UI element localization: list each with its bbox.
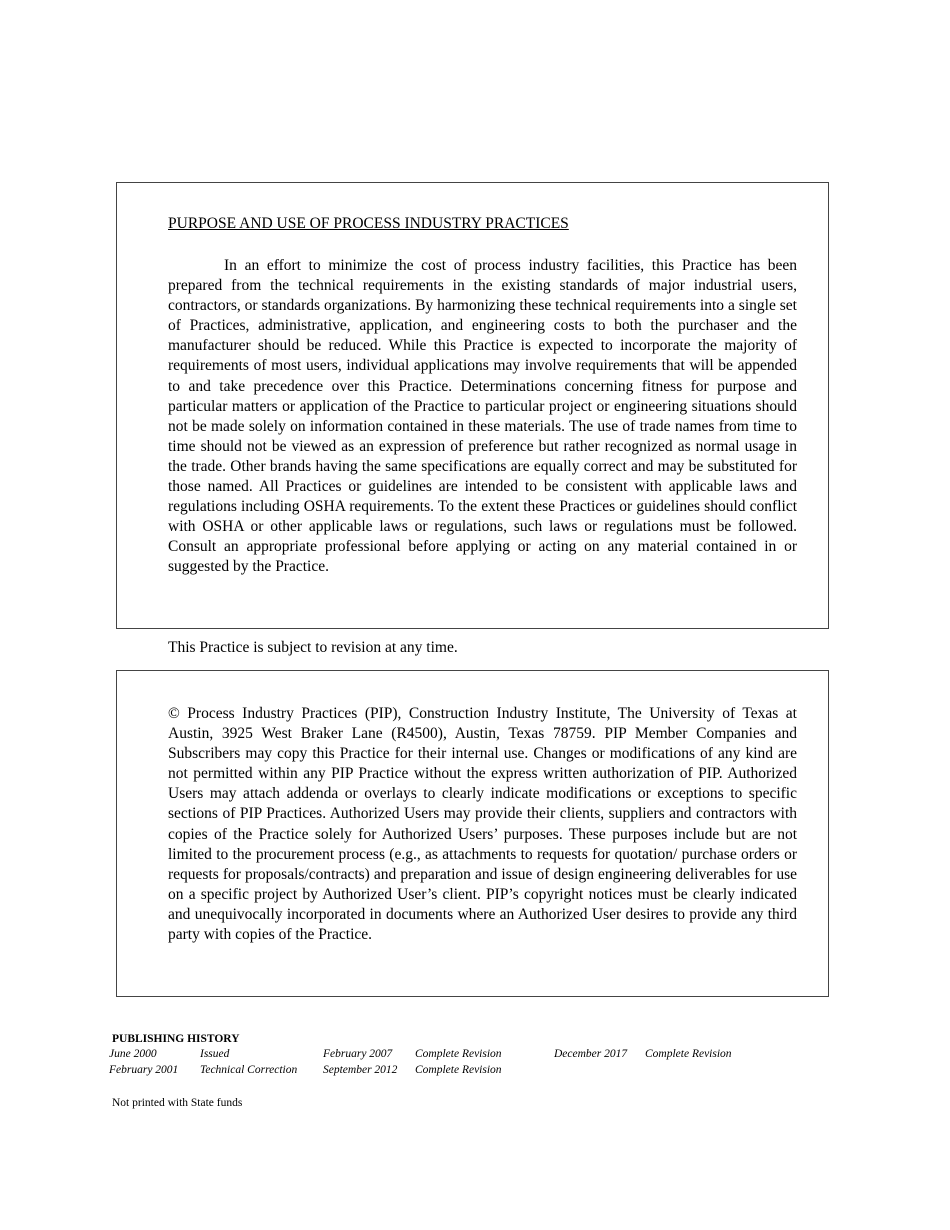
history-date: June 2000 — [109, 1048, 157, 1060]
copyright-box — [116, 670, 829, 997]
copyright-paragraph: © Process Industry Practices (PIP), Construction Industry Institute, The University of Texas at Austin, 3925 West Braker Lane (R4500), Austin, Texas 78759. PIP Member Companies and Subscribers may copy this Practice for their internal use. Changes or modifications of any kind are not permitted within any PIP Practice without the express written authorization of PIP. Authorized Users may attach addenda or overlays to clearly indicate modifications or exceptions to specific sections of PIP Practices. Authorized Users may provide their clients, suppliers and contractors with copies of the Practice solely for Authorized Users’ purposes. These purposes include but are not limited to the procurement process (e.g., as attachments to requests for quotation/ purchase orders or requests for proposals/contracts) and preparation and issue of design engineering deliverables for use on a specific project by Authorized User’s client. PIP’s copyright notices must be clearly indicated and unequivocally incorporated in documents where an Authorized User desires to provide any third party with copies of the Practice. — [168, 705, 797, 944]
history-date: December 2017 — [554, 1048, 628, 1060]
history-action: Complete Revision — [645, 1048, 732, 1060]
revision-note: This Practice is subject to revision at any time. — [168, 639, 458, 656]
history-action: Complete Revision — [415, 1048, 502, 1060]
history-action: Complete Revision — [415, 1064, 502, 1076]
purpose-paragraph: In an effort to minimize the cost of process industry facilities, this Practice has been prepared from the technical requirements in the existing standards of major industrial users, contractors, or standards organizations. By harmonizing these technical requirements into a single set of Practices, administrative, application, and engineering costs to both the purchaser and the manufacturer should be reduced. While this Practice is expected to incorporate the majority of requirements of most users, individual applications may involve requirements that will be appended to and take precedence over this Practice. Determinations concerning fitness for purpose and particular matters or application of the Practice to particular project or engineering situations should not be made solely on information contained in these materials. The use of trade names from time to time should not be viewed as an expression of preference but rather recognized as normal usage in the trade. Other brands having the same specifications are equally correct and may be substituted for those named. All Practices or guidelines are intended to be consistent with applicable laws and regulations including OSHA requirements. To the extent these Practices or guidelines should conflict with OSHA or other applicable laws or regulations, such laws or regulations must be followed. Consult an appropriate professional before applying or acting on any material contained in or suggested by the Practice. — [168, 257, 797, 576]
history-date: September 2012 — [323, 1064, 398, 1076]
purpose-heading: PURPOSE AND USE OF PROCESS INDUSTRY PRACTICES — [168, 215, 569, 232]
history-date: February 2001 — [109, 1064, 179, 1076]
purpose-box — [116, 182, 829, 629]
publishing-history-title: PUBLISHING HISTORY — [112, 1033, 240, 1045]
footer-note: Not printed with State funds — [112, 1097, 243, 1109]
history-action: Technical Correction — [200, 1064, 298, 1076]
history-date: February 2007 — [323, 1048, 393, 1060]
history-action: Issued — [200, 1048, 230, 1060]
